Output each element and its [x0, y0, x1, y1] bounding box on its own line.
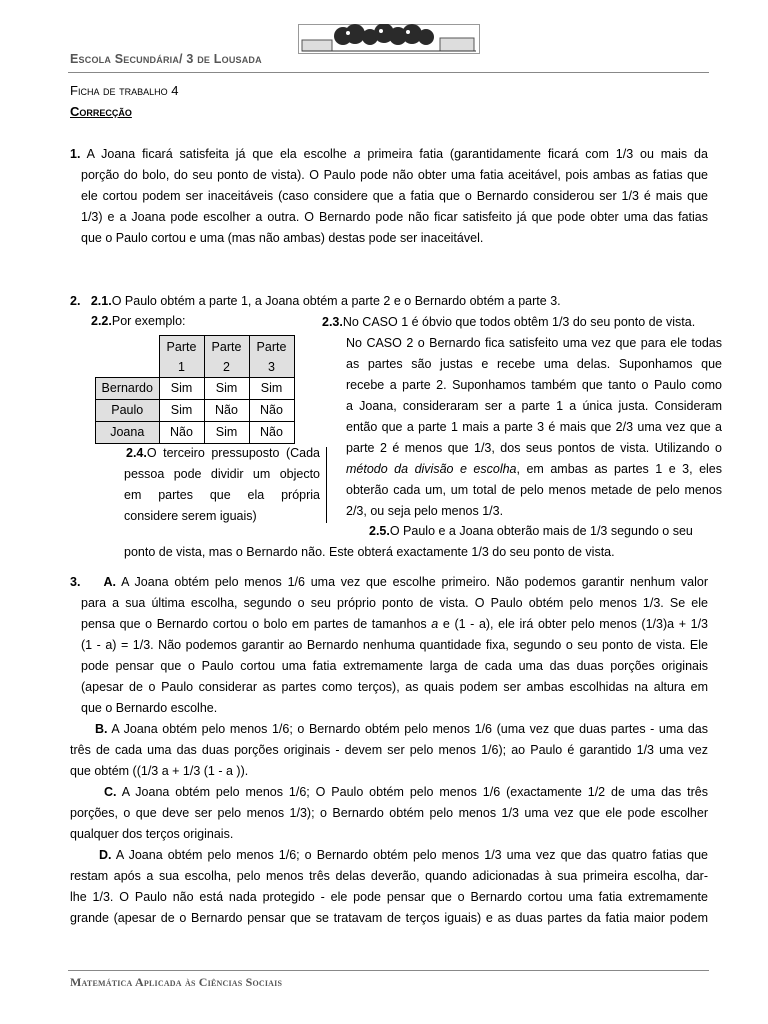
worksheet-title: Ficha de trabalho 4: [70, 83, 179, 98]
table-row: Bernardo Sim Sim Sim: [96, 378, 295, 400]
school-logo: [298, 24, 480, 54]
table-row: Paulo Sim Não Não: [96, 400, 295, 422]
table-header-cell: Parte 1: [159, 336, 204, 378]
footer-divider: [68, 970, 709, 971]
question-2-4: 2.4.O terceiro pressuposto (Cada pessoa pode dividir um objecto em partes que ela própria considere serem iguais): [124, 446, 320, 523]
school-name: Escola Secundária/ 3 de Lousada: [70, 52, 262, 66]
question-2-2-label: 2.2.Por exemplo:: [91, 314, 186, 328]
section-title: Correcção: [70, 104, 132, 119]
acceptability-table: [95, 335, 295, 444]
table-row: Joana Não Sim Não: [96, 422, 295, 444]
question-1: 1. A Joana ficará satisfeita já que ela escolhe a primeira fatia (garantidamente ficará com 1/3 ou mais da porção do bolo, do seu ponto de vista). O Paulo pode não obter uma fatia aceitável, pois ambas as fatias que ele cortou podem ser inaceitáveis (caso considere que a fatia que o Bernardo considerou ser 1/3 é mais que 1/3) e a Joana pode escolher a outra. O Bernardo pode não ficar satisfeito já que pode obter uma das fatias que o Paulo cortou e uma (mas não ambas) destas pode ser inaceitável.: [70, 147, 708, 245]
question-2-5: 2.5.O Paulo e a Joana obterão mais de 1/3 segundo o seu ponto de vista, mas o Bernardo não. Este obterá exactamente 1/3 do seu ponto de vista.: [124, 524, 693, 559]
table-header-cell: Parte 3: [249, 336, 294, 378]
course-name: Matemática Aplicada às Ciências Sociais: [70, 975, 283, 989]
question-2-1: 2. 2.1.O Paulo obtém a parte 1, a Joana obtém a parte 2 e o Bernardo obtém a parte 3.: [70, 294, 561, 308]
header-divider: [68, 72, 709, 73]
table-header-cell: Parte 2: [204, 336, 249, 378]
question-3: 3. A. A Joana obtém pelo menos 1/6 uma vez que escolhe primeiro. Não podemos garantir nenhum valor para a sua última escolha, segundo o seu próprio ponto de vista. O Paulo obtém pelo menos 1/3. Se ele pensa que o Bernardo cortou o bolo em partes de tamanhos a e (1 - a), ele irá obter pelo menos (1/3)a + 1/3 (1 - a) = 1/3. Não podemos garantir ao Bernardo nenhuma quantidade fixa, segundo o seu ponto de vista. Ele pode pensar que o Paulo cortou uma fatia extremamente larga de cada uma das duas porções originais (apesar de o Paulo considerar as partes como terços), as quais podem ser ambas escolhidas na altura em que o Bernardo escolhe. B. A Joana obtém pelo menos 1/6; o Bernardo obtém pelo menos 1/6 (uma vez que duas partes - uma das três de cada uma das duas porções originais - devem ser pelo menos 1/6); ao Paulo é garantido 1/3 uma vez que obtém ((1/3 a + 1/3 (1 - a )). C. A Joana obtém pelo menos 1/6; O Paulo obtém pelo menos 1/6 (exactamente 1/2 de uma das três porções, o que deve ser pelo menos 1/3); o Bernardo obtém pelo menos 1/3 uma vez que ele pode escolher qualquer dos terços originais. D. A Joana obtém pelo menos 1/6; o Bernardo obtém pelo menos 1/3 uma vez que das quatro fatias que restam após a sua escolha, pelo menos três delas deverão, quando adicionadas à sua primeira escolha, dar- lhe 1/3. O Paulo não está nada protegido - ele pode pensar que o Bernardo cortou uma fatia extremamente grande (apesar de o Bernardo pensar que se tratavam de terços iguais) e as duas partes da fatia maior podem: [70, 575, 708, 925]
question-2-3: 2.3.No CASO 1 é óbvio que todos obtêm 1/3 do seu ponto de vista. No CASO 2 o Bernardo fica satisfeito uma vez que para ele todas as partes são justas e recebe uma delas. Suponhamos que recebe a parte 2. Suponhamos também que tanto o Paulo como a Joana, consideraram ser a parte 1 a única justa. Consideram então que a parte 1 mais a parte 3 é mais que 2/3 uma vez que a parte 2 é menos que 1/3, dos seus pontos de vista. Utilizando o método da divisão e escolha, em ambas as partes 1 e 3, eles obterão cada um, um total de pelo menos metade de pelo menos 2/3, ou seja pelo menos 1/3.: [322, 315, 723, 518]
